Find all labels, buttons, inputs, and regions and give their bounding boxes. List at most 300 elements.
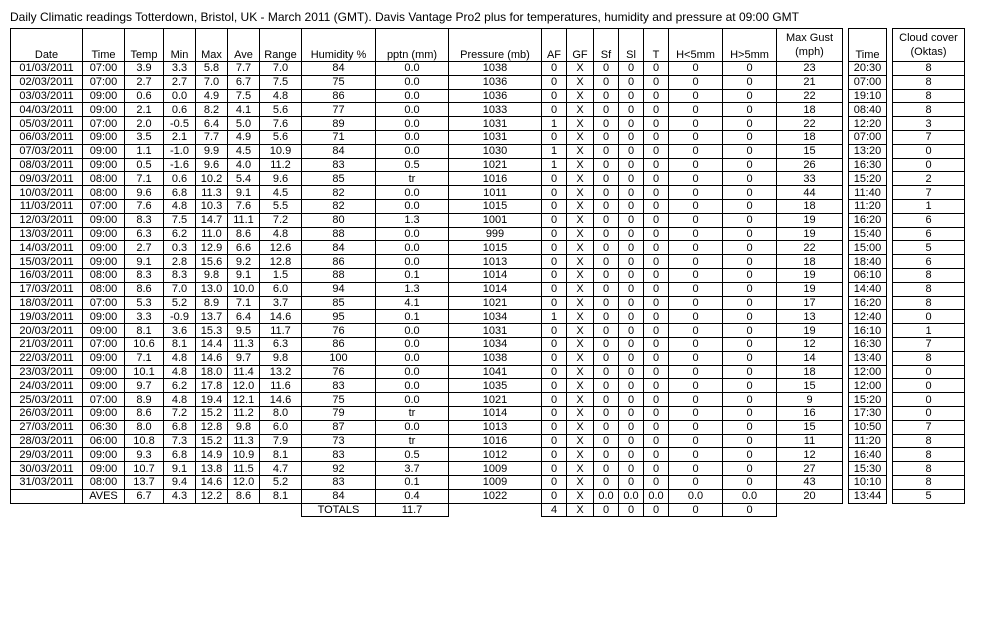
cell-sl: 0: [619, 89, 644, 103]
cell-range: 13.2: [260, 365, 302, 379]
cell-ave: 11.5: [228, 462, 260, 476]
cell-t: 0: [644, 337, 669, 351]
cell-temp: 8.0: [125, 420, 164, 434]
cell-max-gust: 19: [777, 227, 843, 241]
header-date: Date: [11, 29, 83, 62]
header-ave: Ave: [228, 29, 260, 62]
cell-gust-time: 14:40: [849, 282, 887, 296]
cell-af: 0: [542, 241, 567, 255]
cell-af: 0: [542, 103, 567, 117]
cell-time: 07:00: [83, 393, 125, 407]
cell-ave: 12.1: [228, 393, 260, 407]
table-row: [11, 324, 965, 338]
cell-max-gust: 26: [777, 158, 843, 172]
cell-t: 0: [644, 420, 669, 434]
cell-range: 12.6: [260, 241, 302, 255]
cell-max-gust: 19: [777, 282, 843, 296]
cell-gust-time: 07:00: [849, 130, 887, 144]
cell-date: 17/03/2011: [11, 282, 83, 296]
ave-cloud-cover: 5: [893, 489, 965, 503]
cell-hail-under-5mm: 0: [669, 186, 723, 200]
cell-hail-under-5mm: 0: [669, 406, 723, 420]
cell-date: 29/03/2011: [11, 448, 83, 462]
cell-range: 7.6: [260, 117, 302, 131]
cell-min: 7.3: [164, 434, 196, 448]
climate-table: [10, 28, 965, 517]
table-row: [11, 227, 965, 241]
cell-t: 0: [644, 213, 669, 227]
cell-min: 4.8: [164, 351, 196, 365]
cell-max-gust: 27: [777, 462, 843, 476]
cell-sl: 0: [619, 130, 644, 144]
cell-date: 28/03/2011: [11, 434, 83, 448]
averages-row: [11, 489, 965, 503]
cell-sl: 0: [619, 475, 644, 489]
cell-humidity: 71: [302, 130, 376, 144]
cell-gust-time: 15:30: [849, 462, 887, 476]
cell-gf: X: [567, 186, 594, 200]
cell-hail-over-5mm: 0: [723, 379, 777, 393]
cell-date: 18/03/2011: [11, 296, 83, 310]
cell-max-gust: 18: [777, 130, 843, 144]
cell-min: -1.6: [164, 158, 196, 172]
cell-hail-over-5mm: 0: [723, 393, 777, 407]
cell-max: 19.4: [196, 393, 228, 407]
cell-time: 09:00: [83, 144, 125, 158]
header-sf: Sf: [594, 29, 619, 62]
cell-humidity: 84: [302, 144, 376, 158]
cell-max: 9.6: [196, 158, 228, 172]
cell-max-gust: 33: [777, 172, 843, 186]
table-row: [11, 144, 965, 158]
cell-range: 7.5: [260, 75, 302, 89]
cell-range: 4.8: [260, 89, 302, 103]
cell-hail-over-5mm: 0: [723, 213, 777, 227]
cell-time: 09:00: [83, 241, 125, 255]
cell-gf: X: [567, 475, 594, 489]
cell-time: 07:00: [83, 337, 125, 351]
cell-ave: 6.4: [228, 310, 260, 324]
cell-sl: 0: [619, 282, 644, 296]
table-row: [11, 241, 965, 255]
cell-gf: X: [567, 172, 594, 186]
table-row: [11, 213, 965, 227]
cell-max-gust: 9: [777, 393, 843, 407]
cell-pptn: 0.0: [376, 199, 449, 213]
cell-ave: 10.0: [228, 282, 260, 296]
cell-hail-under-5mm: 0: [669, 310, 723, 324]
cell-gf: X: [567, 75, 594, 89]
cell-pptn: 0.0: [376, 379, 449, 393]
cell-humidity: 94: [302, 282, 376, 296]
cell-cloud-cover: 8: [893, 448, 965, 462]
ave-max: 12.2: [196, 489, 228, 503]
cell-cloud-cover: 3: [893, 117, 965, 131]
cell-hail-under-5mm: 0: [669, 117, 723, 131]
cell-range: 9.6: [260, 172, 302, 186]
cell-temp: 9.3: [125, 448, 164, 462]
cell-temp: 7.6: [125, 199, 164, 213]
cell-cloud-cover: 8: [893, 268, 965, 282]
cell-min: -0.5: [164, 117, 196, 131]
cell-cloud-cover: 0: [893, 310, 965, 324]
ave-blank: [11, 489, 83, 503]
cell-hail-under-5mm: 0: [669, 379, 723, 393]
cell-min: 0.6: [164, 172, 196, 186]
cell-date: 26/03/2011: [11, 406, 83, 420]
cell-max-gust: 22: [777, 117, 843, 131]
table-row: [11, 379, 965, 393]
cell-max: 9.8: [196, 268, 228, 282]
cell-hail-under-5mm: 0: [669, 199, 723, 213]
cell-af: 1: [542, 310, 567, 324]
cell-gust-time: 10:10: [849, 475, 887, 489]
cell-hail-under-5mm: 0: [669, 213, 723, 227]
cell-hail-under-5mm: 0: [669, 420, 723, 434]
cell-humidity: 75: [302, 393, 376, 407]
cell-hail-under-5mm: 0: [669, 75, 723, 89]
cell-sf: 0: [594, 462, 619, 476]
cell-hail-over-5mm: 0: [723, 199, 777, 213]
cell-gust-time: 10:50: [849, 420, 887, 434]
cell-min: 2.8: [164, 255, 196, 269]
cell-sf: 0: [594, 103, 619, 117]
cell-gust-time: 18:40: [849, 255, 887, 269]
cell-gust-time: 12:40: [849, 310, 887, 324]
cell-time: 09:00: [83, 324, 125, 338]
cell-max: 11.3: [196, 186, 228, 200]
cell-date: 14/03/2011: [11, 241, 83, 255]
cell-range: 8.1: [260, 448, 302, 462]
total-af: 4: [542, 503, 567, 517]
cell-cloud-cover: 0: [893, 393, 965, 407]
cell-humidity: 88: [302, 268, 376, 282]
cell-humidity: 85: [302, 296, 376, 310]
cell-hail-over-5mm: 0: [723, 227, 777, 241]
cell-hail-under-5mm: 0: [669, 448, 723, 462]
cell-hail-over-5mm: 0: [723, 130, 777, 144]
cell-ave: 11.1: [228, 213, 260, 227]
header-cloud-bottom: (Oktas): [910, 46, 947, 58]
cell-sf: 0: [594, 393, 619, 407]
table-row: [11, 420, 965, 434]
table-row: [11, 337, 965, 351]
cell-ave: 9.7: [228, 351, 260, 365]
cell-sl: 0: [619, 172, 644, 186]
cell-ave: 7.5: [228, 89, 260, 103]
cell-time: 08:00: [83, 475, 125, 489]
cell-humidity: 87: [302, 420, 376, 434]
cell-hail-under-5mm: 0: [669, 351, 723, 365]
cell-max: 14.4: [196, 337, 228, 351]
header-max-gust: [777, 29, 843, 62]
cell-max: 9.9: [196, 144, 228, 158]
total-sl: 0: [619, 503, 644, 517]
header-max-gust-bottom: (mph): [795, 46, 824, 58]
cell-max-gust: 12: [777, 337, 843, 351]
cell-ave: 7.7: [228, 62, 260, 76]
cell-t: 0: [644, 227, 669, 241]
cell-t: 0: [644, 393, 669, 407]
cell-humidity: 73: [302, 434, 376, 448]
cell-hail-under-5mm: 0: [669, 296, 723, 310]
cell-max-gust: 15: [777, 420, 843, 434]
cell-pressure: 1016: [449, 434, 542, 448]
cell-hail-over-5mm: 0: [723, 448, 777, 462]
cell-max: 15.6: [196, 255, 228, 269]
cell-temp: 8.1: [125, 324, 164, 338]
cell-temp: 8.3: [125, 213, 164, 227]
cell-time: 07:00: [83, 75, 125, 89]
cell-sl: 0: [619, 199, 644, 213]
header-temp: Temp: [125, 29, 164, 62]
cell-t: 0: [644, 448, 669, 462]
cell-pressure: 1034: [449, 337, 542, 351]
cell-pressure: 1011: [449, 186, 542, 200]
cell-hail-over-5mm: 0: [723, 241, 777, 255]
cell-hail-over-5mm: 0: [723, 282, 777, 296]
cell-humidity: 83: [302, 475, 376, 489]
cell-ave: 9.5: [228, 324, 260, 338]
cell-sf: 0: [594, 144, 619, 158]
cell-sl: 0: [619, 268, 644, 282]
cell-sf: 0: [594, 337, 619, 351]
cell-max-gust: 23: [777, 62, 843, 76]
cell-cloud-cover: 0: [893, 406, 965, 420]
cell-ave: 6.6: [228, 241, 260, 255]
cell-ave: 11.4: [228, 365, 260, 379]
cell-max: 14.6: [196, 351, 228, 365]
cell-min: 4.8: [164, 365, 196, 379]
ave-label: AVES: [83, 489, 125, 503]
cell-hail-over-5mm: 0: [723, 406, 777, 420]
table-row: [11, 62, 965, 76]
cell-pressure: 1031: [449, 130, 542, 144]
cell-cloud-cover: 7: [893, 186, 965, 200]
cell-max: 14.6: [196, 475, 228, 489]
cell-pptn: tr: [376, 172, 449, 186]
cell-pressure: 1021: [449, 393, 542, 407]
cell-gust-time: 16:20: [849, 213, 887, 227]
cell-gf: X: [567, 406, 594, 420]
cell-date: 05/03/2011: [11, 117, 83, 131]
cell-max-gust: 43: [777, 475, 843, 489]
cell-date: 30/03/2011: [11, 462, 83, 476]
cell-sf: 0: [594, 324, 619, 338]
total-gf: X: [567, 503, 594, 517]
table-row: [11, 268, 965, 282]
cell-cloud-cover: 1: [893, 324, 965, 338]
cell-temp: 6.3: [125, 227, 164, 241]
cell-af: 0: [542, 130, 567, 144]
cell-sf: 0: [594, 420, 619, 434]
cell-sl: 0: [619, 241, 644, 255]
totals-row: [11, 503, 965, 517]
cell-pressure: 1009: [449, 462, 542, 476]
cell-max: 12.8: [196, 420, 228, 434]
cell-humidity: 83: [302, 379, 376, 393]
cell-hail-under-5mm: 0: [669, 158, 723, 172]
cell-time: 09:00: [83, 462, 125, 476]
cell-date: 12/03/2011: [11, 213, 83, 227]
cell-sl: 0: [619, 393, 644, 407]
table-row: [11, 199, 965, 213]
cell-sl: 0: [619, 406, 644, 420]
cell-range: 11.2: [260, 158, 302, 172]
cell-pressure: 1014: [449, 268, 542, 282]
blank: [125, 503, 164, 517]
cell-date: 22/03/2011: [11, 351, 83, 365]
cell-t: 0: [644, 434, 669, 448]
cell-af: 0: [542, 268, 567, 282]
cell-time: 09:00: [83, 103, 125, 117]
cell-max-gust: 22: [777, 89, 843, 103]
cell-time: 08:00: [83, 172, 125, 186]
cell-sl: 0: [619, 75, 644, 89]
cell-min: 0.6: [164, 103, 196, 117]
cell-range: 6.0: [260, 282, 302, 296]
cell-date: 01/03/2011: [11, 62, 83, 76]
cell-af: 0: [542, 172, 567, 186]
cell-cloud-cover: 6: [893, 227, 965, 241]
cell-temp: 9.6: [125, 186, 164, 200]
cell-t: 0: [644, 365, 669, 379]
cell-min: 3.3: [164, 62, 196, 76]
cell-gust-time: 11:40: [849, 186, 887, 200]
cell-max: 15.3: [196, 324, 228, 338]
cell-pptn: tr: [376, 434, 449, 448]
cell-gust-time: 20:30: [849, 62, 887, 76]
cell-pressure: 1041: [449, 365, 542, 379]
cell-af: 1: [542, 144, 567, 158]
cell-gf: X: [567, 89, 594, 103]
cell-hail-over-5mm: 0: [723, 268, 777, 282]
cell-hail-over-5mm: 0: [723, 117, 777, 131]
cell-max: 14.9: [196, 448, 228, 462]
cell-max: 7.0: [196, 75, 228, 89]
cell-t: 0: [644, 406, 669, 420]
cell-gust-time: 07:00: [849, 75, 887, 89]
cell-t: 0: [644, 158, 669, 172]
cell-cloud-cover: 8: [893, 103, 965, 117]
cell-pptn: 0.0: [376, 62, 449, 76]
cell-range: 11.7: [260, 324, 302, 338]
cell-date: 15/03/2011: [11, 255, 83, 269]
cell-min: 0.0: [164, 89, 196, 103]
blank: [228, 503, 260, 517]
cell-temp: 3.3: [125, 310, 164, 324]
cell-max: 4.9: [196, 89, 228, 103]
cell-pptn: 0.1: [376, 268, 449, 282]
cell-max: 13.7: [196, 310, 228, 324]
cell-temp: 7.1: [125, 351, 164, 365]
cell-hail-under-5mm: 0: [669, 462, 723, 476]
cell-cloud-cover: 8: [893, 462, 965, 476]
cell-ave: 6.7: [228, 75, 260, 89]
cell-max-gust: 18: [777, 365, 843, 379]
cell-max: 14.7: [196, 213, 228, 227]
cell-sf: 0: [594, 406, 619, 420]
cell-humidity: 86: [302, 89, 376, 103]
table-row: [11, 462, 965, 476]
header-pptn: pptn (mm): [376, 29, 449, 62]
cell-date: 13/03/2011: [11, 227, 83, 241]
cell-min: 9.4: [164, 475, 196, 489]
cell-af: 0: [542, 296, 567, 310]
header-hail-over-5mm: H>5mm: [723, 29, 777, 62]
cell-date: 24/03/2011: [11, 379, 83, 393]
cell-ave: 4.5: [228, 144, 260, 158]
cell-af: 1: [542, 158, 567, 172]
cell-t: 0: [644, 379, 669, 393]
cell-pptn: 4.1: [376, 296, 449, 310]
cell-pptn: 1.3: [376, 213, 449, 227]
ave-gf: X: [567, 489, 594, 503]
cell-ave: 9.8: [228, 420, 260, 434]
cell-date: 07/03/2011: [11, 144, 83, 158]
ave-range: 8.1: [260, 489, 302, 503]
cell-gf: X: [567, 324, 594, 338]
cell-gf: X: [567, 282, 594, 296]
cell-pptn: 0.1: [376, 475, 449, 489]
cell-sf: 0: [594, 448, 619, 462]
cell-hail-under-5mm: 0: [669, 103, 723, 117]
cell-max: 8.2: [196, 103, 228, 117]
table-row: [11, 75, 965, 89]
cell-sf: 0: [594, 213, 619, 227]
cell-pptn: 0.0: [376, 337, 449, 351]
cell-hail-under-5mm: 0: [669, 365, 723, 379]
cell-gust-time: 19:10: [849, 89, 887, 103]
cell-ave: 9.2: [228, 255, 260, 269]
cell-af: 0: [542, 227, 567, 241]
cell-max: 13.8: [196, 462, 228, 476]
cell-time: 09:00: [83, 213, 125, 227]
cell-range: 5.2: [260, 475, 302, 489]
cell-gf: X: [567, 310, 594, 324]
cell-gf: X: [567, 296, 594, 310]
header-range: Range: [260, 29, 302, 62]
cell-time: 09:00: [83, 130, 125, 144]
cell-range: 11.6: [260, 379, 302, 393]
header-gust-time: Time: [849, 29, 887, 62]
cell-ave: 9.1: [228, 186, 260, 200]
cell-sl: 0: [619, 351, 644, 365]
cell-date: 03/03/2011: [11, 89, 83, 103]
cell-ave: 8.6: [228, 227, 260, 241]
cell-cloud-cover: 8: [893, 434, 965, 448]
cell-time: 07:00: [83, 62, 125, 76]
cell-max-gust: 15: [777, 379, 843, 393]
cell-sf: 0: [594, 75, 619, 89]
cell-max-gust: 17: [777, 296, 843, 310]
blank: [893, 503, 965, 517]
ave-af: 0: [542, 489, 567, 503]
cell-hail-over-5mm: 0: [723, 310, 777, 324]
cell-time: 09:00: [83, 158, 125, 172]
table-row: [11, 296, 965, 310]
total-t: 0: [644, 503, 669, 517]
cell-pptn: 0.0: [376, 89, 449, 103]
cell-sl: 0: [619, 324, 644, 338]
cell-range: 8.0: [260, 406, 302, 420]
cell-hail-over-5mm: 0: [723, 89, 777, 103]
cell-temp: 10.6: [125, 337, 164, 351]
cell-cloud-cover: 0: [893, 158, 965, 172]
cell-cloud-cover: 5: [893, 241, 965, 255]
cell-gf: X: [567, 144, 594, 158]
table-row: [11, 393, 965, 407]
